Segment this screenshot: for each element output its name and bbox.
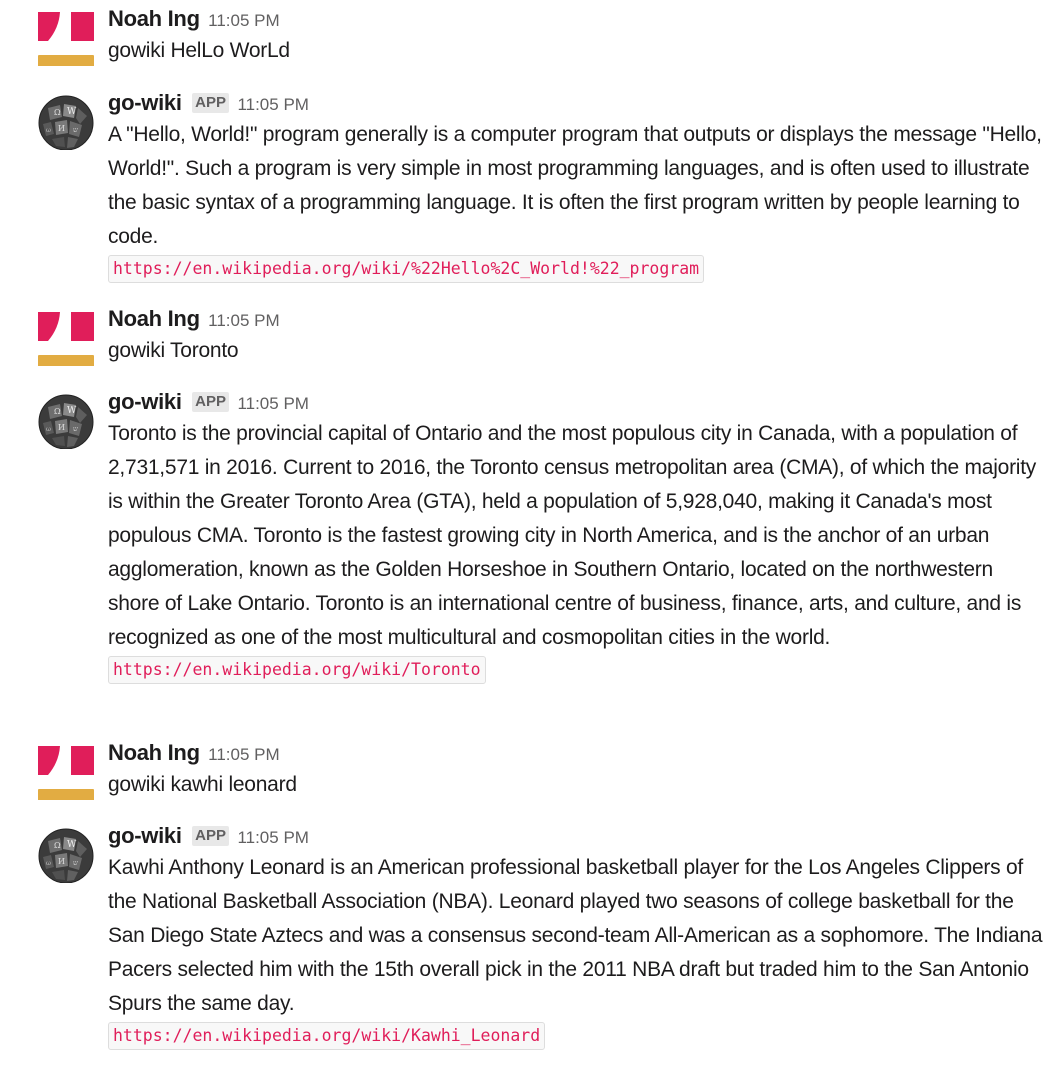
message-header — [108, 738, 1048, 768]
svg-text:И: И — [58, 857, 65, 866]
wiki-link[interactable]: https://en.wikipedia.org/wiki/Toronto — [108, 656, 486, 684]
message-body — [108, 821, 1048, 1050]
message-text: gowiki Toronto — [108, 339, 239, 362]
message-text: A "Hello, World!" program generally is a computer program that outputs or displays the message "Hello, World!". Such a program is very simple in most programming languages, and is often used to illustrate the basic syntax of a programming language. It is often the first program written by people learning to code. — [108, 123, 1042, 248]
timestamp[interactable]: 11:05 PM — [237, 394, 309, 413]
wikipedia-globe-icon[interactable] — [38, 393, 94, 449]
sender-name[interactable]: go-wiki — [108, 389, 182, 414]
timestamp[interactable]: 11:05 PM — [237, 95, 309, 114]
user-avatar-icon[interactable] — [38, 310, 94, 366]
message-text: gowiki HelLo WorLd — [108, 39, 290, 62]
timestamp[interactable]: 11:05 PM — [237, 828, 309, 847]
message-body — [108, 304, 1048, 368]
message-header — [108, 387, 1048, 417]
message-text: gowiki kawhi leonard — [108, 773, 297, 796]
svg-text:И: И — [58, 423, 65, 432]
wiki-link[interactable]: https://en.wikipedia.org/wiki/Kawhi_Leonard — [108, 1022, 545, 1050]
message-body — [108, 387, 1048, 684]
svg-text:И: И — [58, 124, 65, 133]
svg-text:W: W — [67, 406, 77, 416]
svg-text:ש: ש — [73, 425, 78, 433]
svg-text:ש: ש — [73, 126, 78, 134]
timestamp[interactable]: 11:05 PM — [208, 311, 280, 330]
message-header — [108, 88, 1048, 118]
svg-text:Ω: Ω — [54, 407, 61, 416]
message-text: Kawhi Anthony Leonard is an American professional basketball player for the Los Angeles Clippers of the National Basketball Association (NBA). Leonard played two seasons of college basketball for the San Diego State Aztecs and was a consensus second-team All-American as a sophomore. The Indiana Pacers selected him with the 15th overall pick in the 2011 NBA draft but traded him to the San Antonio Spurs the same day. — [108, 856, 1043, 1015]
message-body — [108, 88, 1048, 283]
wiki-link[interactable]: https://en.wikipedia.org/wiki/%22Hello%2C_World!%22_program — [108, 255, 704, 283]
svg-text:Ω: Ω — [54, 108, 61, 117]
app-badge: APP — [192, 93, 229, 113]
sender-name[interactable]: go-wiki — [108, 823, 182, 848]
svg-text:ω: ω — [46, 860, 51, 867]
wikipedia-globe-icon[interactable] — [38, 94, 94, 150]
user-avatar-icon[interactable] — [38, 744, 94, 800]
wikipedia-globe-icon[interactable] — [38, 827, 94, 883]
message-header — [108, 821, 1048, 851]
user-avatar-icon[interactable] — [38, 10, 94, 66]
sender-name[interactable]: Noah Ing — [108, 306, 200, 331]
svg-text:Ω: Ω — [54, 841, 61, 850]
sender-name[interactable]: go-wiki — [108, 90, 182, 115]
app-badge: APP — [192, 392, 229, 412]
message-body — [108, 4, 1048, 68]
svg-text:ש: ש — [73, 859, 78, 867]
message-header — [108, 4, 1048, 34]
svg-text:W: W — [67, 107, 77, 117]
sender-name[interactable]: Noah Ing — [108, 740, 200, 765]
sender-name[interactable]: Noah Ing — [108, 6, 200, 31]
svg-text:ω: ω — [46, 127, 51, 134]
app-badge: APP — [192, 826, 229, 846]
timestamp[interactable]: 11:05 PM — [208, 11, 280, 30]
message-text: Toronto is the provincial capital of Ontario and the most populous city in Canada, with a population of 2,731,571 in 2016. Current to 2016, the Toronto census metropolitan area (CMA), of which the majority is within the Greater Toronto Area (GTA), held a population of 5,928,040, making it Canada's most populous CMA. Toronto is the fastest growing city in North America, and is the anchor of an urban agglomeration, known as the Golden Horseshoe in Southern Ontario, located on the northwestern shore of Lake Ontario. Toronto is an international centre of business, finance, arts, and culture, and is recognized as one of the most multicultural and cosmopolitan cities in the world. — [108, 422, 1037, 649]
message-body — [108, 738, 1048, 802]
timestamp[interactable]: 11:05 PM — [208, 745, 280, 764]
svg-text:W: W — [67, 840, 77, 850]
svg-text:ω: ω — [46, 426, 51, 433]
message-header — [108, 304, 1048, 334]
